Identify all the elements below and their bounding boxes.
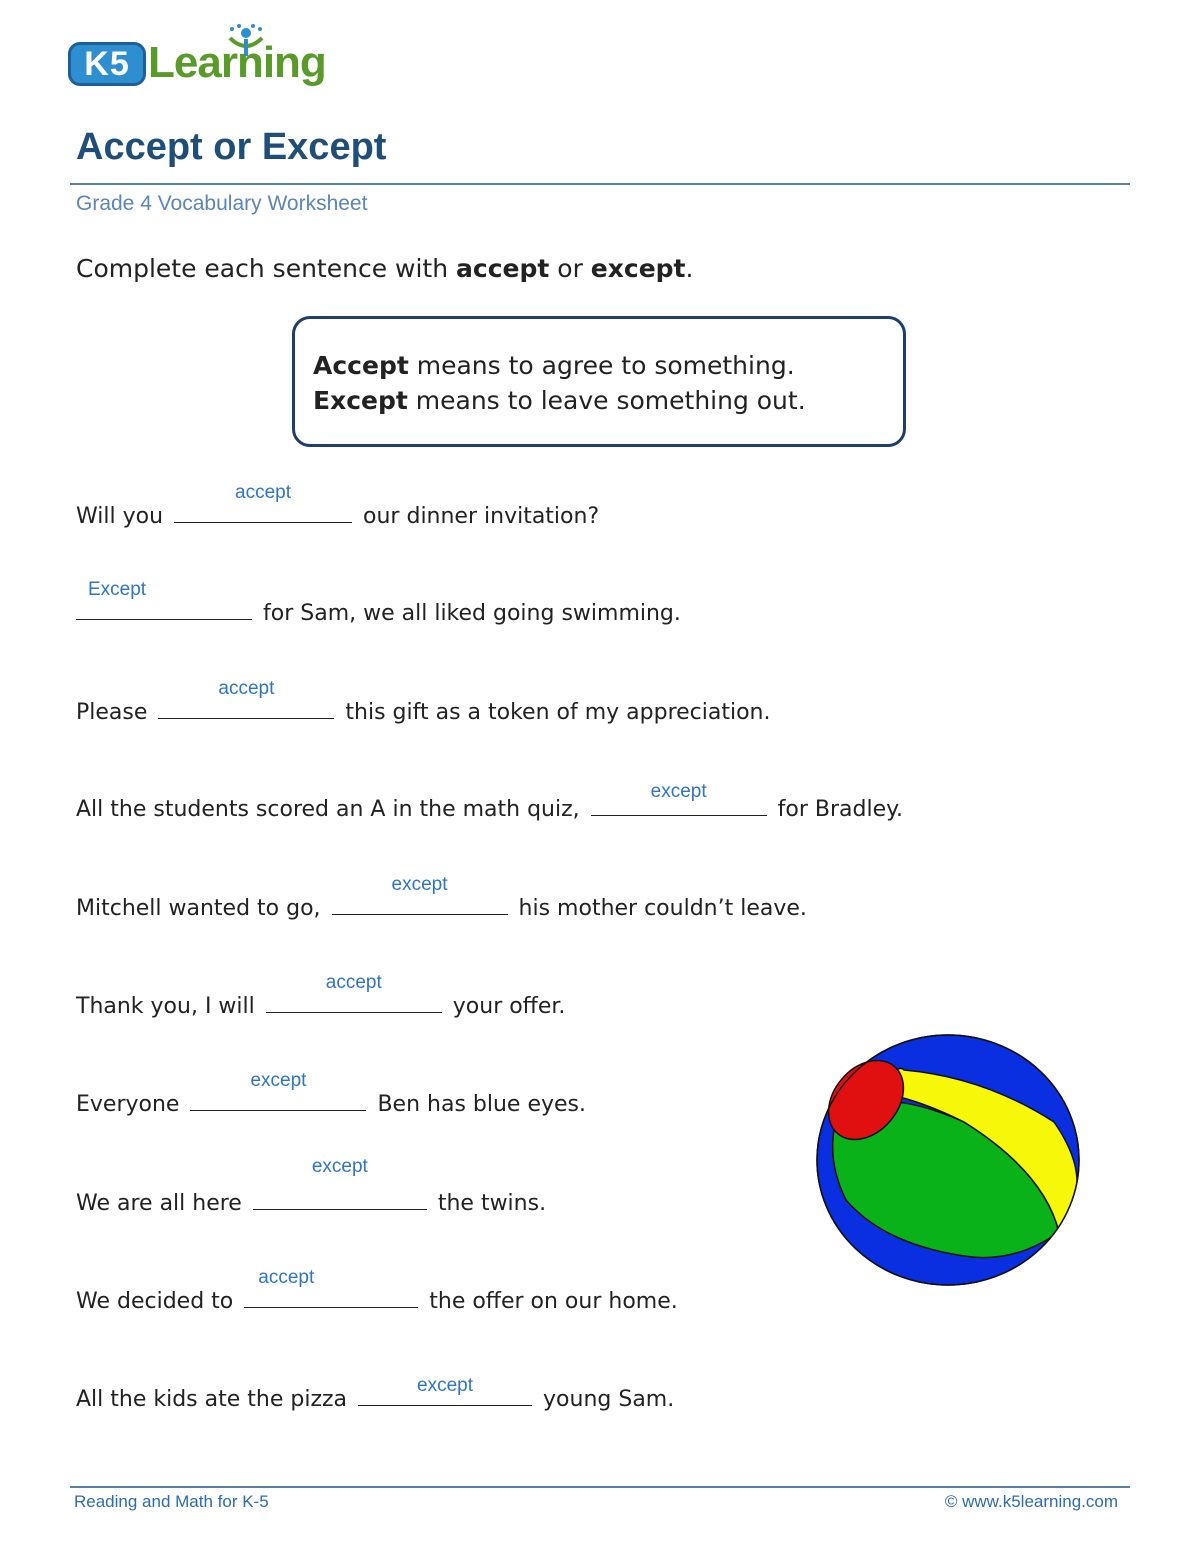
answer-text: Except	[88, 579, 147, 600]
definition-accept	[313, 351, 795, 380]
answer-text: accept	[258, 1267, 315, 1288]
answer-blank[interactable]	[332, 874, 508, 915]
sentence-before: Thank you, I will	[76, 994, 255, 1019]
sentence-before: We are all here	[76, 1191, 242, 1216]
sentence-6	[76, 972, 566, 1020]
definition-text: means to agree to something.	[408, 351, 795, 380]
sentence-3	[76, 678, 771, 726]
page-subtitle: Grade 4 Vocabulary Worksheet	[76, 192, 368, 215]
answer-text: except	[650, 781, 707, 802]
answer-blank[interactable]	[591, 781, 767, 816]
logo-figure-icon	[222, 24, 270, 64]
sentence-after: for Sam, we all liked going swimming.	[263, 601, 681, 626]
sentence-4	[76, 781, 903, 823]
instructions-suffix: .	[685, 254, 694, 283]
answer-blank[interactable]	[158, 678, 334, 719]
answer-blank[interactable]	[358, 1375, 532, 1406]
sentence-7	[76, 1070, 587, 1118]
sentence-after: his mother couldn’t leave.	[518, 896, 807, 921]
answer-blank[interactable]	[266, 972, 442, 1013]
sentence-8	[76, 1156, 547, 1217]
answer-blank[interactable]	[174, 482, 352, 523]
answer-text: accept	[235, 482, 292, 503]
sentence-5	[76, 874, 807, 922]
instructions-prefix: Complete each sentence with	[76, 254, 457, 283]
sentence-after: young Sam.	[543, 1387, 675, 1412]
footer-website[interactable]: © www.k5learning.com	[944, 1492, 1118, 1511]
instructions	[76, 254, 693, 283]
k5-learning-logo	[66, 24, 326, 90]
sentence-before: Mitchell wanted to go,	[76, 896, 321, 921]
header-divider	[70, 183, 1130, 185]
beach-ball-illustration	[814, 1032, 1082, 1288]
answer-blank[interactable]	[253, 1156, 427, 1210]
sentence-after: your offer.	[452, 994, 566, 1019]
sentence-after: our dinner invitation?	[363, 504, 600, 529]
sentence-after: Ben has blue eyes.	[377, 1092, 587, 1117]
sentence-after: for Bradley.	[777, 797, 903, 822]
sentence-after: this gift as a token of my appreciation.	[345, 700, 771, 725]
sentence-before: All the kids ate the pizza	[76, 1387, 348, 1412]
footer-tagline: Reading and Math for K-5	[74, 1492, 269, 1511]
logo-text: Learning	[148, 38, 326, 87]
sentence-9	[76, 1267, 678, 1315]
answer-blank[interactable]	[244, 1267, 418, 1308]
sentence-before: All the students scored an A in the math quiz,	[76, 797, 580, 822]
answer-blank[interactable]	[76, 579, 252, 620]
answer-text: except	[250, 1070, 307, 1091]
instructions-middle: or	[549, 254, 591, 283]
answer-text: except	[311, 1156, 368, 1177]
sentence-after: the offer on our home.	[429, 1289, 678, 1314]
sentence-1	[76, 482, 600, 530]
definition-text: means to leave something out.	[407, 386, 806, 415]
answer-blank[interactable]	[190, 1070, 366, 1111]
definition-term: Accept	[313, 351, 409, 380]
definition-box	[292, 316, 906, 447]
sentence-10	[76, 1375, 675, 1413]
instructions-word-except: except	[590, 254, 686, 283]
sentence-before: Everyone	[76, 1092, 180, 1117]
sentence-2	[76, 579, 681, 627]
footer-divider	[70, 1486, 1130, 1488]
logo-badge: K5	[68, 42, 146, 86]
answer-text: except	[417, 1375, 474, 1396]
answer-text: accept	[218, 678, 275, 699]
sentence-before: Please	[76, 700, 148, 725]
page-title: Accept or Except	[76, 126, 387, 168]
instructions-word-accept: accept	[456, 254, 550, 283]
definition-term: Except	[313, 386, 408, 415]
answer-text: except	[391, 874, 448, 895]
sentence-after: the twins.	[437, 1191, 547, 1216]
definition-except	[313, 386, 806, 415]
sentence-before: We decided to	[76, 1289, 234, 1314]
sentence-before: Will you	[76, 504, 164, 529]
answer-text: accept	[325, 972, 382, 993]
